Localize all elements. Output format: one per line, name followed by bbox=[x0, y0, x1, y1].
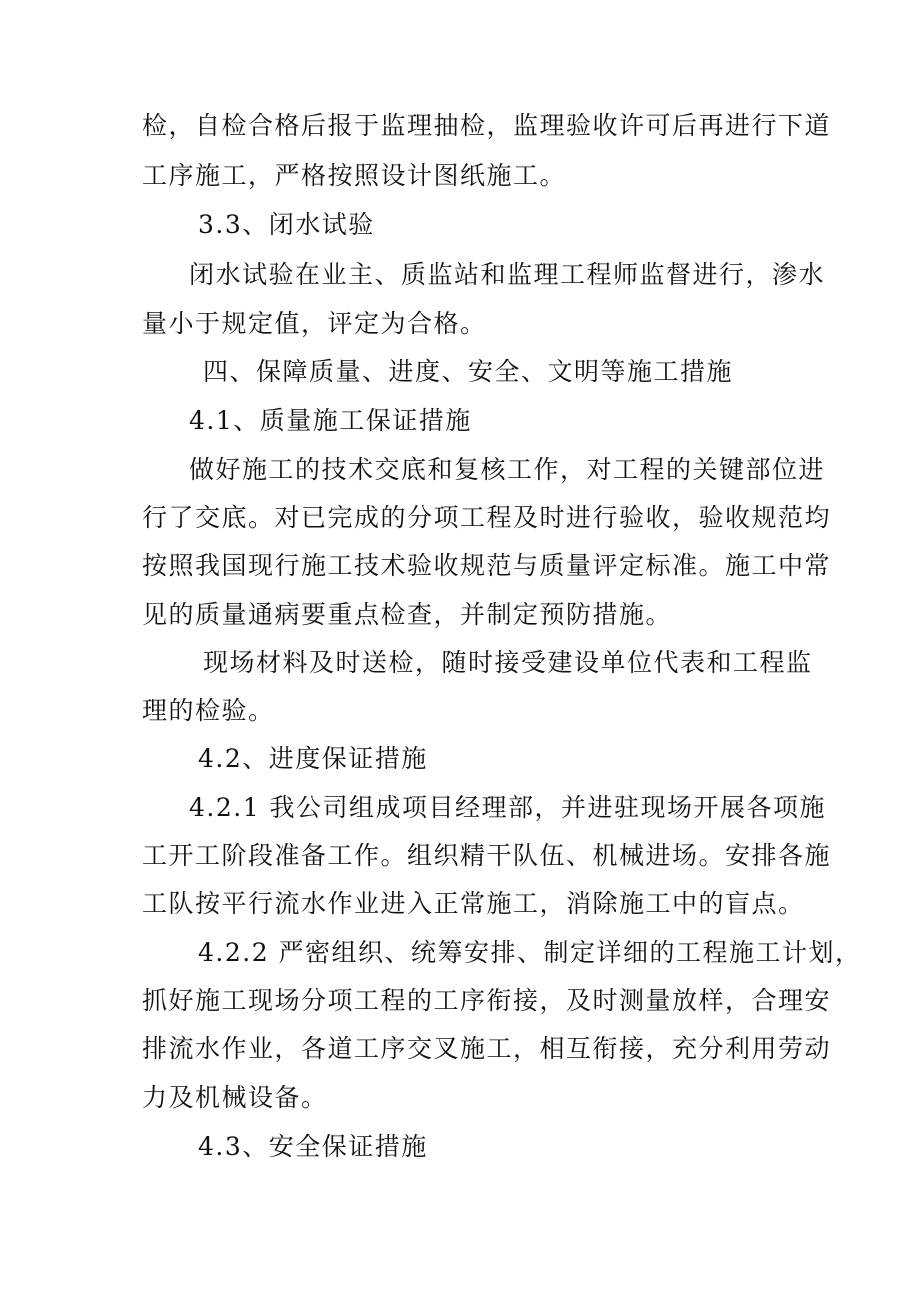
section-heading-4-3: 4.3、安全保证措施 bbox=[198, 1132, 428, 1161]
text-line: 力及机械设备。 bbox=[142, 1083, 328, 1112]
section-heading-4-2: 4.2、进度保证措施 bbox=[198, 744, 428, 773]
text-line: 量小于规定值，评定为合格。 bbox=[142, 309, 487, 338]
text-line: 按照我国现行施工技术验收规范与质量评定标准。施工中常 bbox=[142, 551, 832, 580]
text-line: 闭水试验在业主、质监站和监理工程师监督进行，渗水 bbox=[189, 260, 826, 289]
chapter-heading-4: 四、保障质量、进度、安全、文明等施工措施 bbox=[203, 357, 734, 386]
text-line: 工队按平行流水作业进入正常施工，消除施工中的盲点。 bbox=[142, 889, 805, 918]
text-line: 行了交底。对已完成的分项工程及时进行验收，验收规范均 bbox=[142, 503, 832, 532]
text-line: 检，自检合格后报于监理抽检，监理验收许可后再进行下道 bbox=[142, 111, 832, 140]
text-line: 工开工阶段准备工作。组织精干队伍、机械进场。安排各施 bbox=[142, 841, 832, 870]
text-line: 4.2.1 我公司组成项目经理部，并进驻现场开展各项施 bbox=[189, 793, 827, 822]
text-line: 工序施工，严格按照设计图纸施工。 bbox=[142, 161, 567, 190]
text-line: 做好施工的技术交底和复核工作，对工程的关键部位进 bbox=[189, 455, 826, 484]
text-line: 排流水作业，各道工序交叉施工，相互衔接，充分利用劳动 bbox=[142, 1034, 832, 1063]
text-line: 4.2.2 严密组织、统筹安排、制定详细的工程施工计划， bbox=[198, 938, 862, 967]
section-heading-3-3: 3.3、闭水试验 bbox=[198, 210, 375, 239]
text-line: 理的检验。 bbox=[142, 696, 275, 725]
text-line: 现场材料及时送检，随时接受建设单位代表和工程监 bbox=[203, 648, 813, 677]
text-line: 见的质量通病要重点检查，并制定预防措施。 bbox=[142, 600, 673, 629]
section-heading-4-1: 4.1、质量施工保证措施 bbox=[189, 406, 472, 435]
text-line: 抓好施工现场分项工程的工序衔接，及时测量放样，合理安 bbox=[142, 986, 832, 1015]
